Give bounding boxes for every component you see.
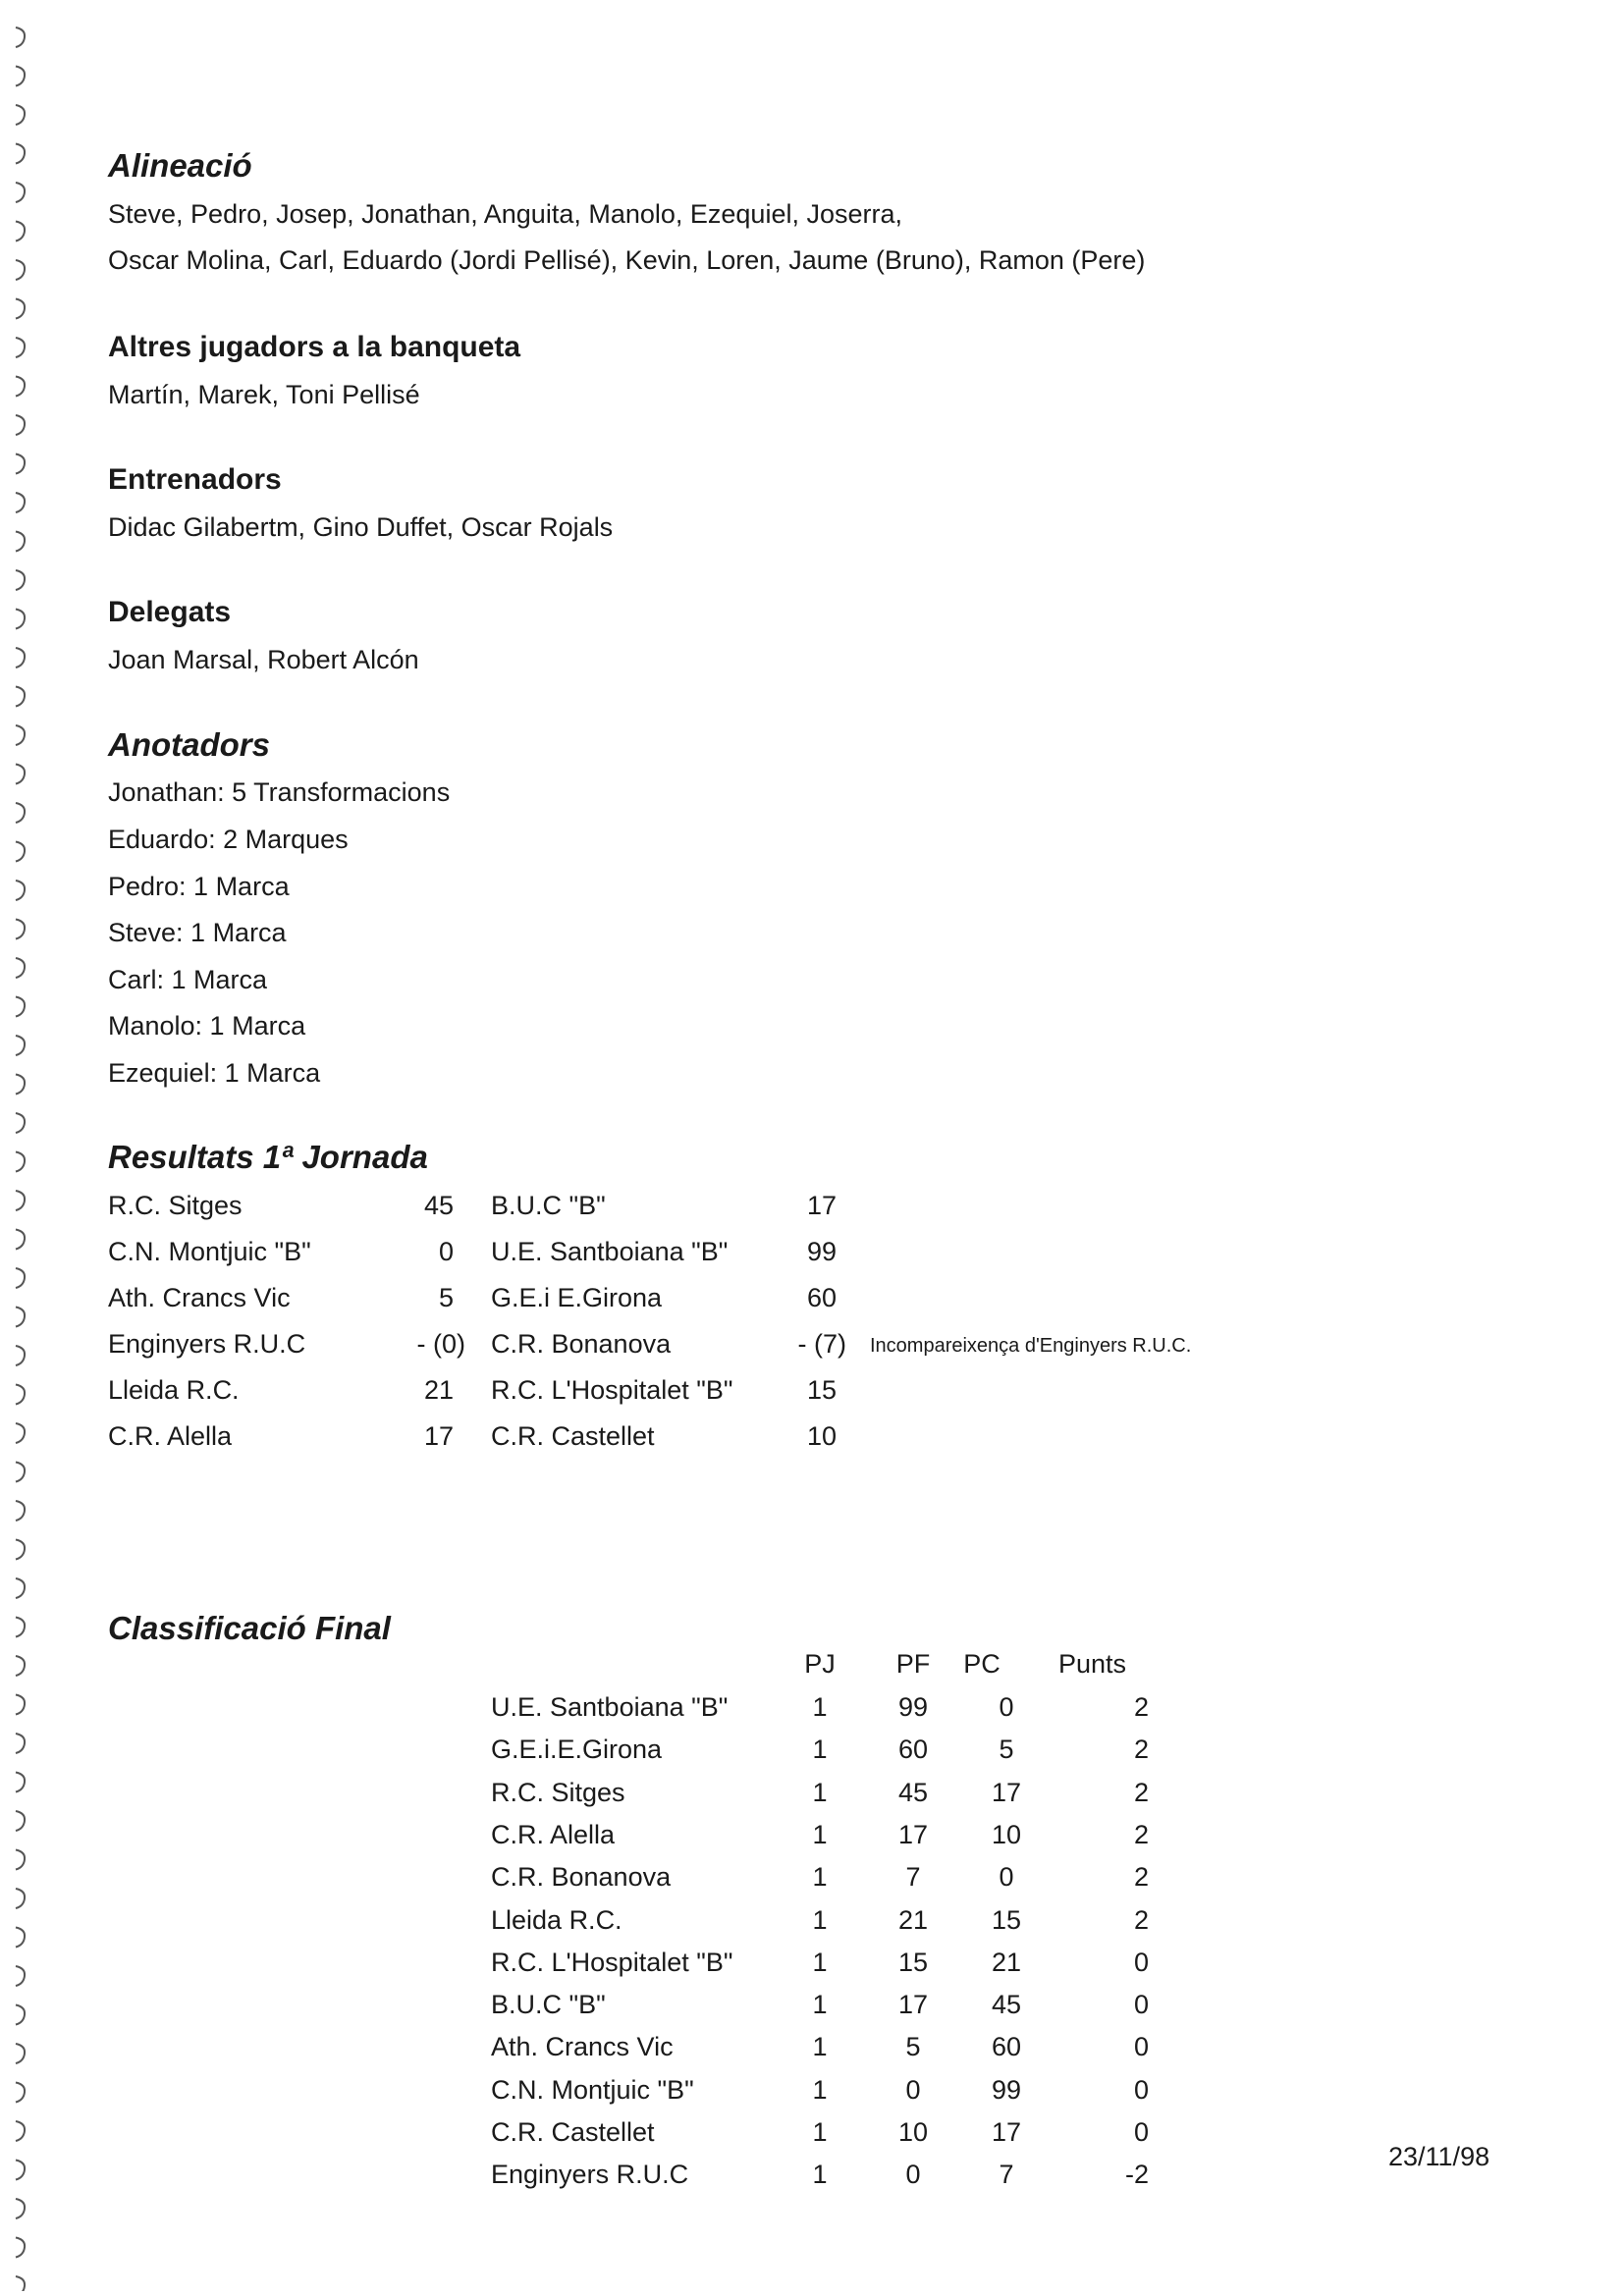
standing-pc: 10 bbox=[991, 1820, 1022, 1849]
standing-punts: 0 bbox=[1133, 2075, 1149, 2105]
result-away-team: G.E.i E.Girona bbox=[491, 1283, 663, 1312]
binding-hole bbox=[16, 1191, 25, 1210]
binding-holes bbox=[8, 14, 37, 2291]
binding-hole bbox=[16, 765, 25, 784]
result-home-team: Ath. Crancs Vic bbox=[108, 1283, 291, 1312]
standing-team: Lleida R.C. bbox=[491, 1905, 622, 1935]
col-header-pc: PC bbox=[963, 1649, 1001, 1679]
alineacio-line-2: Oscar Molina, Carl, Eduardo (Jordi Pellisé), Kevin, Loren, Jaume (Bruno), Ramon (Pere) bbox=[108, 245, 1146, 275]
standing-punts: 2 bbox=[1133, 1692, 1149, 1722]
binding-hole bbox=[16, 1230, 25, 1250]
standing-pc: 0 bbox=[999, 1692, 1014, 1722]
entrenadors-text: Didac Gilabertm, Gino Duffet, Oscar Rojals bbox=[108, 512, 614, 542]
col-header-punts: Punts bbox=[1058, 1649, 1127, 1679]
standing-pj: 1 bbox=[812, 1948, 828, 1977]
result-home-team: Lleida R.C. bbox=[108, 1375, 240, 1405]
standing-punts: 2 bbox=[1133, 1905, 1149, 1935]
binding-hole bbox=[16, 570, 25, 590]
standing-pf: 60 bbox=[897, 1735, 929, 1764]
anotador-item: Pedro: 1 Marca bbox=[108, 872, 290, 901]
binding-hole bbox=[16, 1075, 25, 1095]
binding-hole bbox=[16, 958, 25, 978]
result-away-team: C.R. Bonanova bbox=[491, 1329, 672, 1359]
standing-pf: 99 bbox=[897, 1692, 929, 1722]
standing-pc: 17 bbox=[991, 1778, 1022, 1807]
binding-hole bbox=[16, 1811, 25, 1831]
banqueta-text: Martín, Marek, Toni Pellisé bbox=[108, 380, 420, 409]
result-away-score: 99 bbox=[806, 1237, 837, 1266]
result-home-team: R.C. Sitges bbox=[108, 1191, 243, 1220]
standing-team: C.R. Castellet bbox=[491, 2117, 655, 2147]
binding-hole bbox=[16, 1463, 25, 1482]
standing-punts: 2 bbox=[1133, 1778, 1149, 1807]
result-away-score: - (7) bbox=[797, 1329, 846, 1359]
binding-hole bbox=[16, 1734, 25, 1753]
standing-team: B.U.C "B" bbox=[491, 1990, 606, 2019]
binding-hole bbox=[16, 377, 25, 397]
binding-hole bbox=[16, 1036, 25, 1055]
result-note: Incompareixença d'Enginyers R.U.C. bbox=[870, 1335, 1192, 1357]
result-away-team: R.C. L'Hospitalet "B" bbox=[491, 1375, 733, 1405]
result-away-team: B.U.C "B" bbox=[491, 1191, 606, 1220]
standing-pc: 7 bbox=[999, 2160, 1014, 2189]
binding-hole bbox=[16, 1928, 25, 1948]
standing-pc: 99 bbox=[991, 2075, 1022, 2105]
anotador-item: Steve: 1 Marca bbox=[108, 918, 287, 947]
anotador-item: Manolo: 1 Marca bbox=[108, 1011, 306, 1041]
standing-pf: 21 bbox=[897, 1905, 929, 1935]
resultats-title: Resultats 1ª Jornada bbox=[108, 1139, 428, 1175]
binding-hole bbox=[16, 1423, 25, 1443]
binding-hole bbox=[16, 2199, 25, 2218]
anotador-item: Ezequiel: 1 Marca bbox=[108, 1058, 321, 1088]
binding-hole bbox=[16, 2005, 25, 2025]
binding-hole bbox=[16, 105, 25, 125]
binding-hole bbox=[16, 144, 25, 164]
standing-punts: -2 bbox=[1124, 2160, 1149, 2189]
binding-hole bbox=[16, 1966, 25, 1986]
standing-team: Ath. Crancs Vic bbox=[491, 2032, 674, 2061]
binding-hole bbox=[16, 1695, 25, 1715]
standing-team: G.E.i.E.Girona bbox=[491, 1735, 663, 1764]
result-away-team: C.R. Castellet bbox=[491, 1421, 655, 1451]
result-home-team: C.R. Alella bbox=[108, 1421, 233, 1451]
standing-pj: 1 bbox=[812, 1778, 828, 1807]
delegats-title: Delegats bbox=[108, 596, 232, 628]
standing-pj: 1 bbox=[812, 2075, 828, 2105]
binding-hole bbox=[16, 881, 25, 900]
anotador-item: Carl: 1 Marca bbox=[108, 965, 268, 994]
binding-hole bbox=[16, 454, 25, 474]
standing-punts: 2 bbox=[1133, 1862, 1149, 1892]
standing-pc: 45 bbox=[991, 1990, 1022, 2019]
binding-hole bbox=[16, 687, 25, 707]
result-home-score: 21 bbox=[423, 1375, 454, 1405]
binding-hole bbox=[16, 803, 25, 823]
standing-team: C.R. Bonanova bbox=[491, 1862, 672, 1892]
binding-hole bbox=[16, 920, 25, 939]
standing-pc: 0 bbox=[999, 1862, 1014, 1892]
binding-hole bbox=[16, 493, 25, 512]
standing-team: R.C. Sitges bbox=[491, 1778, 625, 1807]
classificacio-title: Classificació Final bbox=[108, 1610, 391, 1646]
standing-pf: 0 bbox=[905, 2160, 921, 2189]
result-away-team: U.E. Santboiana "B" bbox=[491, 1237, 729, 1266]
standing-pf: 17 bbox=[897, 1820, 929, 1849]
result-home-score: 45 bbox=[423, 1191, 454, 1220]
col-header-pj: PJ bbox=[804, 1649, 836, 1679]
binding-hole bbox=[16, 1578, 25, 1598]
standing-punts: 0 bbox=[1133, 1948, 1149, 1977]
standing-team: Enginyers R.U.C bbox=[491, 2160, 689, 2189]
binding-hole bbox=[16, 299, 25, 319]
binding-hole bbox=[16, 842, 25, 862]
binding-hole bbox=[16, 67, 25, 86]
standing-pc: 21 bbox=[991, 1948, 1022, 1977]
standing-team: R.C. L'Hospitalet "B" bbox=[491, 1948, 733, 1977]
standing-team: C.R. Alella bbox=[491, 1820, 616, 1849]
binding-hole bbox=[16, 2083, 25, 2103]
standing-pc: 5 bbox=[999, 1735, 1014, 1764]
result-home-score: 5 bbox=[438, 1283, 454, 1312]
standing-pj: 1 bbox=[812, 2032, 828, 2061]
standing-punts: 2 bbox=[1133, 1735, 1149, 1764]
standing-pf: 0 bbox=[905, 2075, 921, 2105]
standing-punts: 0 bbox=[1133, 1990, 1149, 2019]
binding-hole bbox=[16, 2276, 25, 2291]
standing-pf: 5 bbox=[905, 2032, 921, 2061]
binding-hole bbox=[16, 338, 25, 357]
binding-hole bbox=[16, 1268, 25, 1288]
standing-pc: 60 bbox=[991, 2032, 1022, 2061]
delegats-text: Joan Marsal, Robert Alcón bbox=[108, 645, 419, 674]
standing-pj: 1 bbox=[812, 1990, 828, 2019]
binding-hole bbox=[16, 1889, 25, 1908]
anotador-item: Eduardo: 2 Marques bbox=[108, 825, 349, 854]
binding-hole bbox=[16, 2044, 25, 2063]
standing-pj: 1 bbox=[812, 1820, 828, 1849]
col-header-pf: PF bbox=[895, 1649, 931, 1679]
binding-hole bbox=[16, 532, 25, 552]
standing-punts: 2 bbox=[1133, 1820, 1149, 1849]
binding-hole bbox=[16, 27, 25, 47]
standing-pf: 15 bbox=[897, 1948, 929, 1977]
binding-hole bbox=[16, 1656, 25, 1676]
binding-hole bbox=[16, 1113, 25, 1133]
standing-pf: 45 bbox=[897, 1778, 929, 1807]
standing-punts: 0 bbox=[1133, 2032, 1149, 2061]
standing-pj: 1 bbox=[812, 1862, 828, 1892]
standing-pj: 1 bbox=[812, 1905, 828, 1935]
binding-hole bbox=[16, 1385, 25, 1405]
alineacio-line-1: Steve, Pedro, Josep, Jonathan, Anguita, Manolo, Ezequiel, Joserra, bbox=[108, 199, 902, 229]
binding-hole bbox=[16, 1773, 25, 1792]
binding-hole bbox=[16, 1618, 25, 1637]
binding-hole bbox=[16, 1152, 25, 1172]
alineacio-title: Alineació bbox=[108, 147, 252, 184]
binding-hole bbox=[16, 1501, 25, 1521]
standing-pj: 1 bbox=[812, 1735, 828, 1764]
result-home-team: Enginyers R.U.C bbox=[108, 1329, 306, 1359]
binding-hole bbox=[16, 183, 25, 202]
binding-hole bbox=[16, 1850, 25, 1870]
standing-pj: 1 bbox=[812, 2160, 828, 2189]
result-away-score: 17 bbox=[806, 1191, 837, 1220]
result-away-score: 15 bbox=[806, 1375, 837, 1405]
standing-pf: 10 bbox=[897, 2117, 929, 2147]
result-home-team: C.N. Montjuic "B" bbox=[108, 1237, 311, 1266]
binding-hole bbox=[16, 2161, 25, 2180]
standing-pj: 1 bbox=[812, 2117, 828, 2147]
standing-pf: 7 bbox=[905, 1862, 921, 1892]
entrenadors-title: Entrenadors bbox=[108, 463, 282, 496]
binding-hole bbox=[16, 415, 25, 435]
binding-hole bbox=[16, 648, 25, 667]
result-home-score: 0 bbox=[438, 1237, 454, 1266]
anotador-item: Jonathan: 5 Transformacions bbox=[108, 777, 451, 807]
binding-hole bbox=[16, 2121, 25, 2141]
binding-holes-graphic bbox=[8, 14, 37, 2291]
standing-pc: 15 bbox=[991, 1905, 1022, 1935]
binding-hole bbox=[16, 725, 25, 745]
standing-pc: 17 bbox=[991, 2117, 1022, 2147]
binding-hole bbox=[16, 1346, 25, 1365]
standing-team: C.N. Montjuic "B" bbox=[491, 2075, 694, 2105]
standing-pf: 17 bbox=[897, 1990, 929, 2019]
result-home-score: 17 bbox=[423, 1421, 454, 1451]
standing-punts: 0 bbox=[1133, 2117, 1149, 2147]
result-home-score: - (0) bbox=[416, 1329, 465, 1359]
document-date: 23/11/98 bbox=[1388, 2142, 1490, 2171]
standing-team: U.E. Santboiana "B" bbox=[491, 1692, 729, 1722]
banqueta-title: Altres jugadors a la banqueta bbox=[108, 331, 521, 363]
result-away-score: 10 bbox=[806, 1421, 837, 1451]
anotadors-title: Anotadors bbox=[108, 726, 270, 763]
binding-hole bbox=[16, 222, 25, 241]
binding-hole bbox=[16, 260, 25, 280]
result-away-score: 60 bbox=[806, 1283, 837, 1312]
binding-hole bbox=[16, 997, 25, 1017]
binding-hole bbox=[16, 1540, 25, 1560]
binding-hole bbox=[16, 1308, 25, 1327]
binding-hole bbox=[16, 2238, 25, 2258]
binding-hole bbox=[16, 610, 25, 629]
standing-pj: 1 bbox=[812, 1692, 828, 1722]
